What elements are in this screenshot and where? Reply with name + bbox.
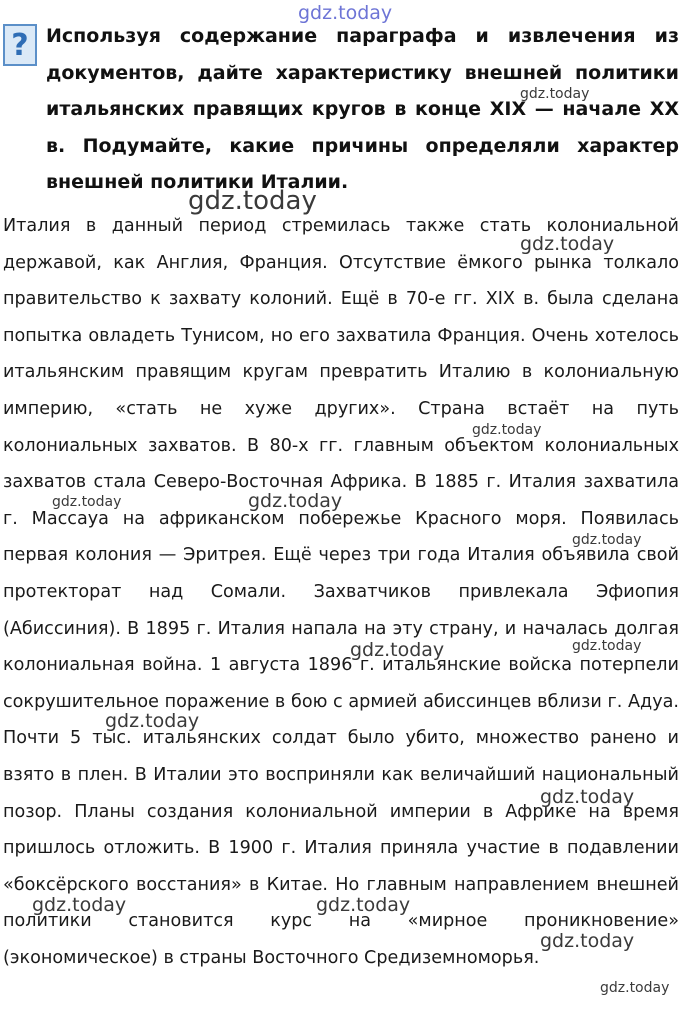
watermark: gdz.today [316, 894, 411, 916]
watermark: gdz.today [350, 639, 445, 661]
watermark: gdz.today [540, 786, 635, 808]
watermark: gdz.today [32, 894, 127, 916]
watermark: gdz.today [52, 494, 122, 510]
watermark: gdz.today [600, 980, 670, 996]
watermark: gdz.today [572, 638, 642, 654]
question-body: Используя содержание параграфа и извлечения из документов, дайте характеристику внешней политики итальянских правящих кругов в конце XIX — начале XX в. Подумайте, какие причины определяли характер внешней политики Италии. [46, 25, 679, 193]
header-watermark: gdz.today [298, 2, 393, 24]
question-mark-glyph: ? [11, 28, 29, 63]
question-text [3, 18, 679, 201]
watermark: gdz.today [248, 490, 343, 512]
watermark: gdz.today [520, 86, 590, 102]
watermark: gdz.today [105, 710, 200, 732]
watermark: gdz.today [572, 532, 642, 548]
watermark: gdz.today [472, 422, 542, 438]
watermark: gdz.today [540, 930, 635, 952]
watermark: gdz.today [188, 186, 317, 216]
watermark: gdz.today [520, 233, 615, 255]
answer-text: Италия в данный период стремилась также стать колониальной державой, как Англия, Франция. Отсутствие ёмкого рынка толкало правительство к захвату колоний. Ещё в 70-е гг. XIX в. была сделана попытка овладеть Тунисом, но его захватила Франция. Очень хотелось итальянским правящим кругам превратить Италию в колониальную империю, «стать не хуже других». Страна встаёт на путь колониальных захватов. В 80-х гг. главным объектом колониальных захватов стала Северо-Восточная Африка. В 1885 г. Италия захватила г. Массауа на африканском побережье Красного моря. Появилась первая колония — Эритрея. Ещё через три года Италия объявила свой протекторат над Сомали. Захватчиков привлекала Эфиопия (Абиссиния). В 1895 г. Италия напала на эту страну, и началась долгая колониальная война. 1 августа 1896 г. итальянские войска потерпели сокрушительное поражение в бою с армией абиссинцев вблизи г. Адуа. Почти 5 тыс. итальянских солдат было убито, множество ранено и взято в плен. В Италии это восприняли как величайший национальный позор. Планы создания колониальной империи в Африке на время пришлось отложить. В 1900 г. Италия приняла участие в подавлении «боксёрского восстания» в Китае. Но главным направлением внешней политики становится курс на «мирное проникновение» (экономическое) в страны Восточного Средиземноморья. [3, 216, 679, 968]
